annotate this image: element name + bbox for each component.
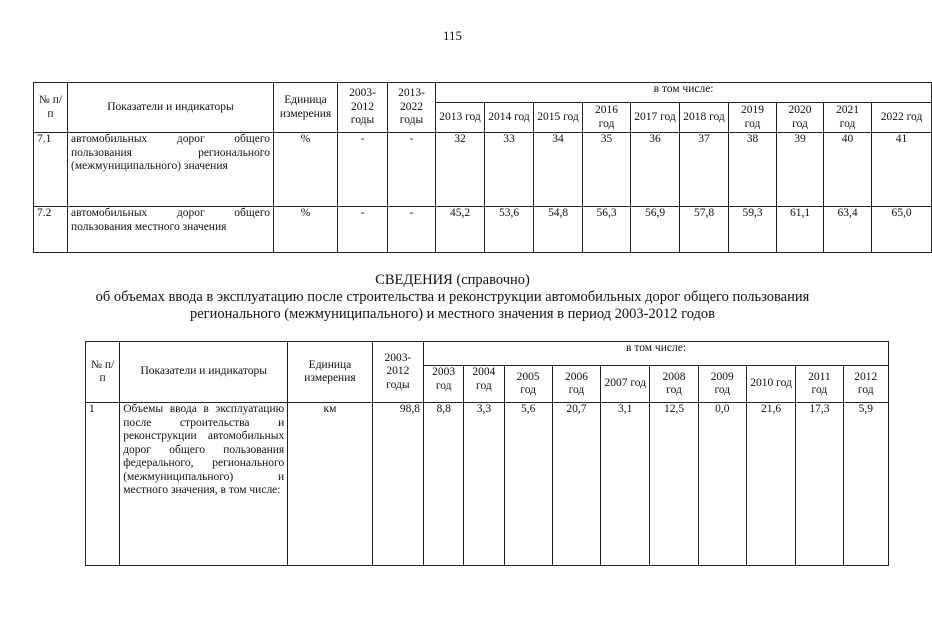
header-period-2003-2012: 2003-2012 годы — [372, 342, 423, 403]
row-indicator: автомобильных дорог общего пользования местного значения — [68, 207, 274, 253]
row-value: 39 — [777, 133, 824, 207]
row-value: 41 — [872, 133, 932, 207]
header-num: № п/п — [34, 83, 68, 133]
header-year: 2013 год — [436, 103, 485, 133]
row-value: 56,9 — [631, 207, 680, 253]
row-num: 1 — [86, 403, 120, 566]
header-num: № п/п — [86, 342, 120, 403]
header-period-2013-2022: 2013-2022 годы — [388, 83, 436, 133]
header-year: 2016 год — [583, 103, 631, 133]
row-value: 32 — [436, 133, 485, 207]
header-year: 2006 год — [552, 366, 600, 403]
row-period-2013-2022: - — [388, 133, 436, 207]
section-subtitle-line1: об объемах ввода в эксплуатацию после строительства и реконструкции автомобильных дорог общего пользования — [95, 289, 810, 305]
header-year: 2021 год — [824, 103, 872, 133]
row-unit: км — [288, 403, 373, 566]
road-commissioning-table-2003-2012 — [85, 341, 889, 566]
row-value: 8,8 — [424, 403, 464, 566]
header-year: 2018 год — [680, 103, 729, 133]
header-year: 2010 год — [746, 366, 795, 403]
header-year: 2017 год — [631, 103, 680, 133]
row-value: 45,2 — [436, 207, 485, 253]
header-indicator: Показатели и индикаторы — [68, 83, 274, 133]
row-value: 21,6 — [746, 403, 795, 566]
indicators-table-2013-2022 — [33, 82, 932, 253]
section-heading — [0, 272, 905, 323]
row-value: 12,5 — [650, 403, 698, 566]
header-year: 2022 год — [872, 103, 932, 133]
row-value: 65,0 — [872, 207, 932, 253]
table-row — [34, 133, 932, 207]
row-value: 3,3 — [464, 403, 504, 566]
row-value: 34 — [534, 133, 583, 207]
row-value: 35 — [583, 133, 631, 207]
section-subtitle-line2: регионального (межмуниципального) и местного значения в период 2003-2012 годов — [189, 306, 716, 322]
row-value: 53,6 — [485, 207, 534, 253]
section-title: СВЕДЕНИЯ (справочно) — [375, 272, 530, 288]
row-value: 54,8 — [534, 207, 583, 253]
page-number: 115 — [442, 28, 463, 43]
row-value: 20,7 — [552, 403, 600, 566]
row-value: 57,8 — [680, 207, 729, 253]
header-year: 2020 год — [777, 103, 824, 133]
header-year: 2003 год — [424, 366, 464, 403]
row-indicator: Объемы ввода в эксплуатацию после строительства и реконструкции автомобильных дорог общего пользования федерального, регионального (межмуниципального) и местного значения, в том числе: — [120, 403, 288, 566]
header-year: 2019 год — [729, 103, 777, 133]
header-year: 2009 год — [698, 366, 746, 403]
row-unit: % — [274, 207, 338, 253]
header-including: в том числе: — [436, 83, 932, 103]
header-year: 2011 год — [796, 366, 843, 403]
row-value: 5,6 — [504, 403, 552, 566]
header-unit: Единица измерения — [274, 83, 338, 133]
row-value: 63,4 — [824, 207, 872, 253]
row-value: 33 — [485, 133, 534, 207]
header-year: 2007 год — [601, 366, 650, 403]
header-year: 2004 год — [464, 366, 504, 403]
header-year: 2014 год — [485, 103, 534, 133]
header-period-2003-2012: 2003-2012 годы — [338, 83, 388, 133]
row-value: 61,1 — [777, 207, 824, 253]
row-value: 40 — [824, 133, 872, 207]
row-indicator: автомобильных дорог общего пользования регионального (межмуниципального) значения — [68, 133, 274, 207]
row-period-2003-2012: - — [338, 207, 388, 253]
row-period-2003-2012: 98,8 — [372, 403, 423, 566]
header-year: 2005 год — [504, 366, 552, 403]
row-num: 7.1 — [34, 133, 68, 207]
header-year: 2012 год — [843, 366, 888, 403]
row-num: 7.2 — [34, 207, 68, 253]
header-unit: Единица измерения — [288, 342, 373, 403]
row-value: 0,0 — [698, 403, 746, 566]
row-value: 37 — [680, 133, 729, 207]
row-value: 38 — [729, 133, 777, 207]
table-row — [34, 207, 932, 253]
row-value: 56,3 — [583, 207, 631, 253]
row-value: 5,9 — [843, 403, 888, 566]
header-year: 2015 год — [534, 103, 583, 133]
row-period-2003-2012: - — [338, 133, 388, 207]
header-year: 2008 год — [650, 366, 698, 403]
row-unit: % — [274, 133, 338, 207]
row-value: 17,3 — [796, 403, 843, 566]
header-including: в том числе: — [424, 342, 889, 366]
row-period-2013-2022: - — [388, 207, 436, 253]
row-value: 3,1 — [601, 403, 650, 566]
row-value: 59,3 — [729, 207, 777, 253]
table-row — [86, 403, 889, 566]
row-value: 36 — [631, 133, 680, 207]
header-indicator: Показатели и индикаторы — [120, 342, 288, 403]
